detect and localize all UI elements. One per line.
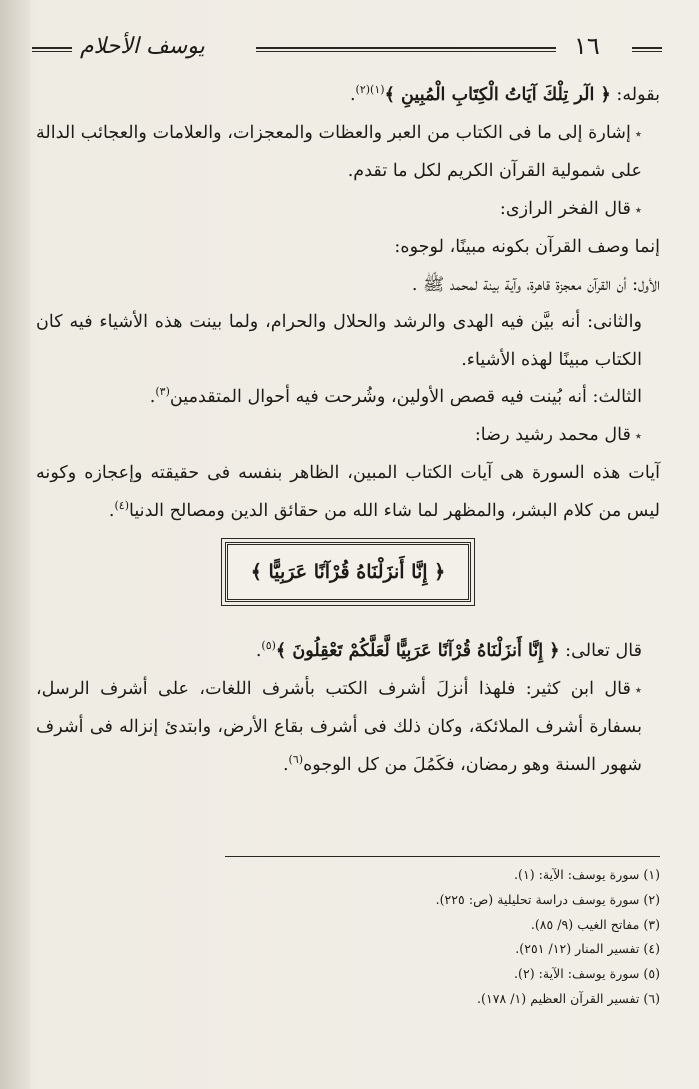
section-heading-box: ﴿ إِنَّا أَنزَلْنَاهُ قُرْآنًا عَرَبِيًّا ﴾ [225,542,471,602]
text-span: آيات هذه السورة هى آيات الكتاب المبين، الظاهر بنفسه فى حقيقته وإعجازه وكونه ليس من كلام البشر، والمظهر لما شاء الله من حقائق الدين ومصالح الدنيا [36,463,660,521]
text-span: إشارة إلى ما فى الكتاب من العبر والعظات والمعجزات، والعلامات والعجائب الدالة على شمولية القرآن الكريم لكل ما تقدم. [36,122,642,181]
text-span: قال محمد رشيد رضا: [474,424,631,445]
paragraph-8 [36,417,660,456]
header-rule-middle [256,47,556,52]
paragraph-5: الأول: أن القرآن معجزة قاهرة، وآية بينة لمحمد ﷺ . [411,274,660,295]
footnote: (٥) سورة يوسف: الآية: (٢). [514,966,660,982]
text-span: بقوله: [610,85,660,105]
footnote: (٣) مفاتح الغيب (٩/ ٨٥). [530,916,660,932]
section-heading-wrap [36,542,660,602]
page-spine-shadow [0,0,30,1089]
page-number: ١٦ [574,32,600,60]
paragraph-11: ٭قال ابن كثير: فلهذا أنزلَ أشرف الكتب بأشرف اللغات، على أشرف الرسل، بسفارة أشرف الملائكة، وكان ذلك فى أشرف بقاع الأرض، وابتدئ إنزاله فى أشرف شهور السنة وهو رمضان، فكَمُلَ من كل الوجوه$^{(٦)}$. [36,678,642,775]
quran-verse: ﴿ إِنَّا أَنزَلْنَاهُ قُرْآنًا عَرَبِيًّا لَّعَلَّكُمْ تَعْقِلُونَ ﴾ [275,640,560,661]
footnotes [225,856,660,1012]
star-bullet: ٭ [634,428,642,444]
footnote: (٢) سورة يوسف دراسة تحليلية (ص: ٢٢٥). [435,891,660,907]
star-bullet: ٭ [634,202,642,218]
footnote: (٦) تفسير القرآن العظيم (١/ ١٧٨). [477,990,660,1006]
paragraph-7: الثالث: أنه بُينت فيه قصص الأولين، وشُرحت فيه أحوال المتقدمين$^{(٣)}$. [149,385,642,407]
paragraph-9: آيات هذه السورة هى آيات الكتاب المبين، الظاهر بنفسه فى حقيقته وإعجازه وكونه ليس من كلام البشر، والمظهر لما شاء الله من حقائق الدين ومصالح الدنيا$^{(٤)}$. [36,463,660,521]
header-rule-left [32,47,72,52]
paragraph-6: والثانى: أنه بيَّن فيه الهدى والرشد والحلال والحرام، ولما بينت هذه الأشياء فيه كان الكتاب مبينًا لهذه الأشياء. [36,312,642,370]
paragraph-4: إنما وصف القرآن بكونه مبينًا، لوجوه: [394,237,660,257]
text-span: الثالث: أنه بُينت فيه قصص الأولين، وشُرحت فيه أحوال المتقدمين [169,387,642,407]
page-header [32,32,662,64]
main-text [36,76,660,784]
quran-verse: ﴿ الٓر تِلْكَ آيَاتُ الْكِتَابِ الْمُبِينِ ﴾ [384,84,611,105]
footnote-ref: (٣) [155,385,170,399]
star-bullet: ٭ [634,126,642,142]
running-title: يوسف الأحلام [80,34,205,59]
paragraph-3 [36,191,660,230]
paragraph-10: قال تعالى: ﴿ إِنَّا أَنزَلْنَاهُ قُرْآنًا عَرَبِيًّا لَّعَلَّكُمْ تَعْقِلُونَ ﴾$^{(٥)}$. [255,639,642,661]
text-span: قال ابن كثير: فلهذا أنزلَ أشرف الكتب بأشرف اللغات، على أشرف الرسل، بسفارة أشرف الملائكة، وكان ذلك فى أشرف بقاع الأرض، وابتدئ إنزاله فى أشرف شهور السنة وهو رمضان، فكَمُلَ من كل الوجوه [36,678,642,775]
footnote-ref: (١)(٢) [355,83,385,97]
footnote-ref: (٥) [261,639,276,653]
footnote: (١) سورة يوسف: الآية: (١). [514,867,660,882]
footnote-ref: (٦) [288,752,304,766]
footnote: (٤) تفسير المنار (١٢/ ٢٥١). [515,941,660,957]
footnote-ref: (٤) [114,498,130,512]
header-rule-right [632,47,662,52]
paragraph-1: بقوله: ﴿ الٓر تِلْكَ آيَاتُ الْكِتَابِ الْمُبِينِ ﴾$^{(١)(٢)}$. [349,83,660,105]
text-span: قال تعالى: [559,641,642,661]
star-bullet: ٭ [634,682,642,698]
text-span: قال الفخر الرازى: [499,198,631,219]
paragraph-2 [36,115,660,191]
